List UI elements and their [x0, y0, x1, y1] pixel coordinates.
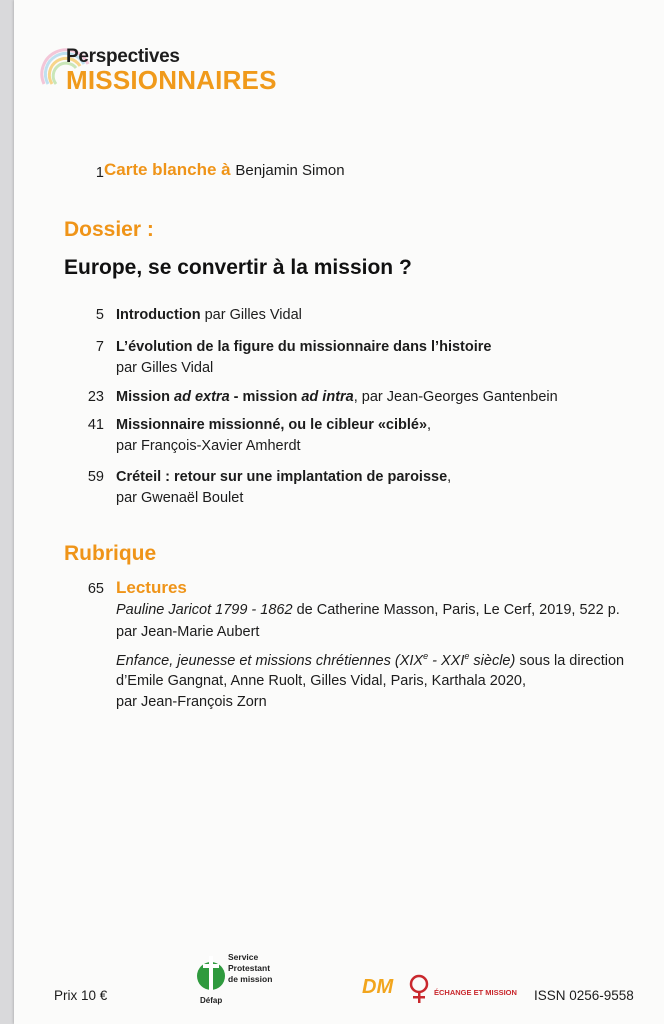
dm-subtitle: ÉCHANGE ET MISSION — [434, 988, 517, 997]
carte-blanche-entry — [104, 160, 345, 180]
book2-sup: e — [423, 651, 429, 661]
toc-author: par Gilles Vidal — [116, 360, 214, 376]
book2-reviewer: par Jean-François Zorn — [116, 694, 267, 710]
toc-page-number: 23 — [87, 389, 104, 405]
book2-line — [116, 651, 624, 669]
page — [14, 0, 664, 1024]
book2-title-part: siècle) — [469, 652, 516, 669]
toc-author: par François-Xavier Amherdt — [116, 438, 301, 454]
toc-title-line — [116, 469, 451, 485]
book2-details: sous la direction — [515, 652, 625, 669]
book2-line2: d’Emile Gangnat, Anne Ruolt, Gilles Vidal, Paris, Karthala 2020, — [116, 673, 526, 689]
toc-title: Introduction — [116, 307, 201, 323]
defap-line: de mission — [228, 974, 273, 984]
toc-title-line — [116, 389, 558, 405]
lectures-title: Lectures — [116, 578, 187, 597]
defap-line: Service — [228, 952, 259, 962]
carte-page-number: 1 — [95, 165, 104, 181]
rubrique-label: Rubrique — [64, 542, 157, 565]
book2-title-part: Enfance, jeunesse et missions chrétiennes (XIX — [116, 652, 424, 669]
defap-name: Défap — [200, 996, 223, 1005]
book2-title-part: - XXI — [428, 652, 465, 669]
defap-service — [228, 952, 272, 985]
book1-title: Pauline Jaricot 1799 - 1862 — [116, 602, 293, 618]
toc-author: , par Jean-Georges Gantenbein — [353, 389, 558, 405]
logo-line1: Perspectives — [66, 46, 180, 67]
dm-cross-icon — [408, 974, 430, 1004]
toc-comma: , — [447, 469, 452, 485]
book1-details: de Catherine Masson, Paris, Le Cerf, 2019, 522 p. — [292, 602, 620, 618]
issn: ISSN 0256-9558 — [534, 988, 634, 1003]
defap-cross-icon — [196, 954, 226, 994]
defap-logo — [192, 950, 312, 1010]
dossier-label: Dossier : — [64, 218, 154, 241]
book1-reviewer: par Jean-Marie Aubert — [116, 624, 260, 640]
lectures-page-number: 65 — [87, 581, 104, 597]
toc-title-line — [116, 417, 431, 433]
toc-page-number: 41 — [87, 417, 104, 433]
carte-label: Carte blanche à — [104, 160, 231, 179]
toc-title-part: ad extra — [174, 389, 230, 405]
journal-logo — [36, 32, 336, 102]
toc-comma: , — [427, 417, 432, 433]
toc-title: Créteil : retour sur une implantation de paroisse — [116, 469, 448, 485]
toc-author: par Gwenaël Boulet — [116, 490, 244, 506]
dm-logo — [362, 972, 542, 1012]
toc-title: Missionnaire missionné, ou le cibleur «ciblé» — [116, 417, 428, 433]
book1-line — [116, 602, 620, 618]
toc-page-number: 7 — [95, 339, 104, 355]
price: Prix 10 € — [54, 988, 108, 1003]
toc-page-number: 59 — [87, 469, 104, 485]
carte-author: Benjamin Simon — [235, 162, 345, 179]
toc-title: L’évolution de la figure du missionnaire dans l’histoire — [116, 339, 492, 355]
book2-title — [116, 653, 515, 669]
toc-title-part: Mission — [116, 389, 175, 405]
toc-author: par Gilles Vidal — [204, 307, 302, 323]
book2-sup: e — [464, 651, 470, 661]
toc-title-part: ad intra — [301, 389, 354, 405]
toc-page-number: 5 — [95, 307, 104, 323]
toc-title-line — [116, 307, 302, 323]
defap-line: Protestant — [228, 963, 271, 973]
dossier-title: Europe, se convertir à la mission ? — [64, 256, 412, 279]
dm-letters: DM — [362, 976, 394, 998]
toc-title-part: - mission — [229, 389, 302, 405]
logo-line2: MISSIONNAIRES — [66, 65, 277, 95]
